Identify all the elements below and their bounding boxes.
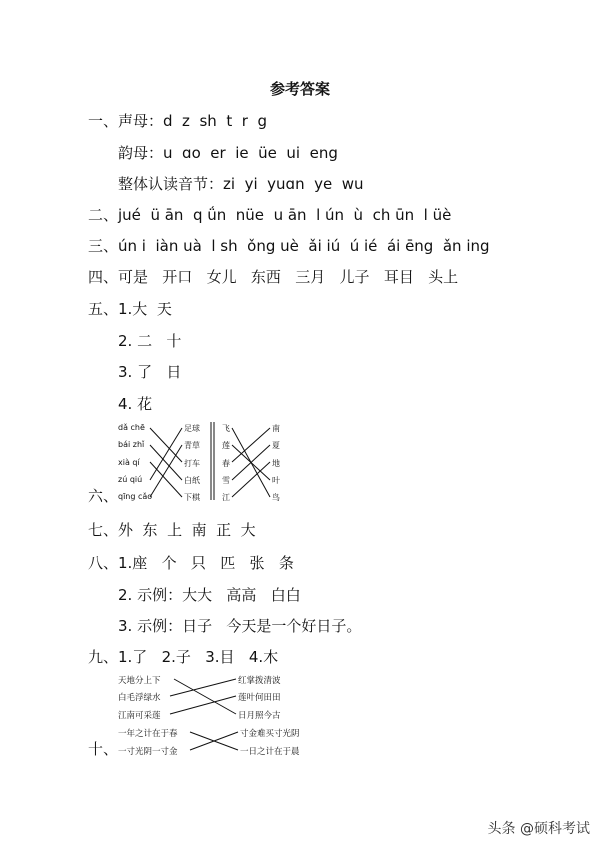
- match6-left-char: 莲: [222, 441, 230, 450]
- match-line: [232, 428, 270, 462]
- match6-pinyin: xià qí: [118, 458, 140, 467]
- match6-word: 青草: [184, 441, 200, 450]
- match10-lines: [190, 732, 238, 750]
- match6-left-char: 春: [222, 459, 230, 468]
- match9-left-item: 江南可采莲: [118, 711, 161, 721]
- answer-6: 六、: [88, 487, 119, 505]
- match6-left-char: 雪: [222, 476, 230, 485]
- match6-pinyin: bái zhǐ: [118, 440, 145, 449]
- answer-5-1: 五、1.大 天: [88, 300, 172, 318]
- answer-7: 七、外 东 上 南 正 大: [88, 521, 256, 539]
- answer-5-3: 3. 了 日: [118, 363, 182, 381]
- match-line: [174, 679, 236, 714]
- match-line: [170, 679, 236, 696]
- answer-5-4: 4. 花: [118, 395, 153, 413]
- match6-pinyin: dǎ chē: [118, 423, 145, 432]
- match6-word: 白纸: [184, 476, 200, 485]
- match6-word: 足球: [184, 424, 200, 433]
- answer-9: 九、1.了 2.子 3.目 4.木: [88, 648, 279, 666]
- answer-1-syllables: 整体认读音节：zi yi yuɑn ye wu: [118, 175, 364, 193]
- match6-right-char: 地: [272, 459, 280, 468]
- match6-pinyin: zú qiú: [118, 475, 143, 484]
- answer-8-2: 2. 示例：大大 高高 白白: [118, 586, 301, 604]
- match6-right-char: 南: [272, 424, 280, 433]
- page-title: 参考答案: [269, 80, 330, 98]
- match10-right-item: 一日之计在于晨: [240, 747, 300, 757]
- answer-4: 四、可是 开口 女儿 东西 三月 儿子 耳目 头上: [88, 268, 459, 286]
- answer-1-finals: 韵母：u ɑo er ie üe ui eng: [118, 144, 338, 162]
- answer-8-3: 3. 示例：日子 今天是一个好日子。: [118, 617, 362, 635]
- match6-left-char: 江: [222, 493, 230, 502]
- answer-10: 十、: [88, 740, 119, 758]
- answer-3: 三、ún i iàn uà l sh ǒng uè ǎi iú ú ié ái ēng ǎn ing: [88, 237, 490, 255]
- answer-2: 二、jué ü ān q ǘn nüe u ān l ún ù ch ūn l üè: [88, 206, 452, 224]
- match-line: [232, 462, 270, 497]
- match10-left-item: 一年之计在于春: [118, 729, 178, 739]
- match9-left-item: 天地分上下: [118, 676, 161, 686]
- answer-1-initials: 一、声母：d z sh t r g: [88, 112, 267, 130]
- match-line: [150, 428, 182, 462]
- match6-right-char: 叶: [272, 476, 280, 485]
- match-line: [150, 428, 182, 480]
- match6-pinyin-lines: [150, 428, 182, 497]
- answer-5-2: 2. 二 十: [118, 332, 182, 350]
- match9-lines: [170, 679, 236, 714]
- match-line: [150, 445, 182, 480]
- match6-char-lines: [232, 428, 270, 497]
- match6-right-char: 夏: [272, 441, 280, 450]
- match9-right-item: 莲叶何田田: [238, 693, 281, 703]
- match6-word: 下棋: [184, 493, 200, 502]
- watermark: 头条 @硕科考试: [487, 821, 590, 837]
- match10-left-item: 一寸光阴一寸金: [118, 747, 178, 757]
- match9-right-item: 红掌拨清波: [238, 676, 281, 686]
- match6-pinyin: qīng cǎo: [118, 492, 153, 501]
- match-line: [150, 462, 182, 497]
- match-line: [170, 696, 236, 714]
- match10-right-item: 寸金难买寸光阴: [240, 729, 300, 739]
- answer-8-1: 八、1.座 个 只 匹 张 条: [88, 554, 294, 572]
- match6-word: 打车: [184, 459, 200, 468]
- match-line: [150, 445, 182, 497]
- match9-left-item: 白毛浮绿水: [118, 693, 161, 703]
- match9-right-item: 日月照今古: [238, 711, 281, 721]
- match6-left-char: 飞: [222, 424, 230, 433]
- match6-right-char: 鸟: [272, 493, 280, 502]
